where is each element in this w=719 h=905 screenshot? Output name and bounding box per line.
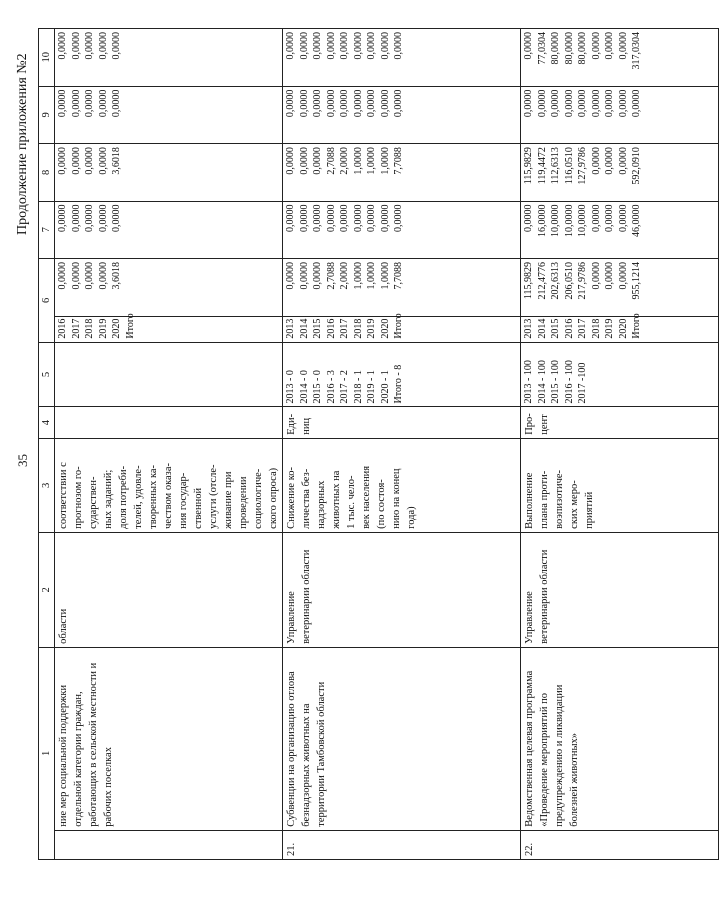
program-table xyxy=(38,28,719,860)
appendix-caption: Продолжение приложения №2 xyxy=(15,53,30,235)
years: 2016 2017 2018 2019 2020 Итого xyxy=(55,316,283,342)
executor: области xyxy=(55,532,283,647)
header-cell: 7 xyxy=(39,201,55,258)
regional-funding: 115,9829 119,4472 112,6313 116,0510 127,9786 0,0000 0,0000 0,0000 592,0910 xyxy=(521,144,719,201)
measure-name: Ведомственная целевая программа «Проведение мероприятий по предупреждению и ликвидации болезней животных» xyxy=(521,647,719,830)
header-cell: 1 xyxy=(39,647,55,859)
header-cell: 2 xyxy=(39,532,55,647)
table-row xyxy=(283,29,521,860)
total-funding: 0,0000 0,0000 0,0000 0,0000 3,6018 xyxy=(55,259,283,316)
header-cell: 3 xyxy=(39,438,55,532)
regional-funding: 0,0000 0,0000 0,0000 2,7088 2,0000 1,0000 1,0000 1,0000 7,7088 xyxy=(283,144,521,201)
measure-name: ние мер социальной поддержки отдельной категории граждан, работающих в сельской местности и рабочих поселках xyxy=(55,647,283,830)
measure-name: Субвенции на организацию отлова безнадзорных животных на территории Тамбовской области xyxy=(283,647,521,830)
row-number xyxy=(55,830,283,859)
other-funding: 0,0000 0,0000 0,0000 0,0000 0,0000 xyxy=(55,29,283,87)
header-cell: 6 xyxy=(39,259,55,343)
local-funding: 0,0000 0,0000 0,0000 0,0000 0,0000 0,0000 0,0000 0,0000 0,0000 xyxy=(283,86,521,143)
header-cell: 10 xyxy=(39,29,55,87)
years: 2013 2014 2015 2016 2017 2018 2019 2020 Итого xyxy=(283,316,521,342)
federal-funding: 0,0000 0,0000 0,0000 0,0000 0,0000 xyxy=(55,201,283,258)
federal-funding: 0,0000 16,0000 10,0000 10,0000 10,0000 0,0000 0,0000 0,0000 46,0000 xyxy=(521,201,719,258)
indicator: Снижение ко- личества без- надзорных животных на 1 тыс. чело- век населения (по состоя- нию на конец года) xyxy=(283,438,521,532)
page-number: 35 xyxy=(15,454,30,467)
target-values: 2013 - 100 2014 - 100 2015 - 100 2016 - 100 2017 -100 xyxy=(521,342,719,407)
regional-funding: 0,0000 0,0000 0,0000 0,0000 3,6018 xyxy=(55,144,283,201)
total-funding: 115,9829 212,4776 202,6313 206,0510 217,9786 0,0000 0,0000 0,0000 955,1214 xyxy=(521,259,719,316)
target-values: 2013 - 0 2014 - 0 2015 - 0 2016 - 3 2017 - 2 2018 - 1 2019 - 1 2020 - 1 Итого - 8 xyxy=(283,342,521,407)
header-cell: 9 xyxy=(39,86,55,143)
row-number: 21. xyxy=(283,830,521,859)
local-funding: 0,0000 0,0000 0,0000 0,0000 0,0000 0,0000 0,0000 0,0000 0,0000 xyxy=(521,86,719,143)
other-funding: 0,0000 77,0304 80,0000 80,0000 80,0000 0,0000 0,0000 0,0000 317,0304 xyxy=(521,29,719,87)
federal-funding: 0,0000 0,0000 0,0000 0,0000 0,0000 0,0000 0,0000 0,0000 0,0000 xyxy=(283,201,521,258)
table-row xyxy=(521,29,719,860)
indicator: Выполнение плана проти- воэпизотиче- ских меро- приятий xyxy=(521,438,719,532)
header-cell: 5 xyxy=(39,342,55,407)
table-row xyxy=(55,29,283,860)
total-funding: 0,0000 0,0000 0,0000 2,7088 2,0000 1,0000 1,0000 1,0000 7,7088 xyxy=(283,259,521,316)
unit: Еди- ниц xyxy=(283,407,521,438)
years: 2013 2014 2015 2016 2017 2018 2019 2020 Итого xyxy=(521,316,719,342)
unit: Про- цент xyxy=(521,407,719,438)
indicator: соответствии с прогнозом го- сударствен- ных заданий; доля потреби- телей, удовле- творенных ка- чеством оказа- ния государ- ственной услуги (отсле- живание при проведении социологиче- ского опроса) xyxy=(55,438,283,532)
target-values xyxy=(55,342,283,407)
row-number: 22. xyxy=(521,830,719,859)
local-funding: 0,0000 0,0000 0,0000 0,0000 0,0000 xyxy=(55,86,283,143)
other-funding: 0,0000 0,0000 0,0000 0,0000 0,0000 0,0000 0,0000 0,0000 0,0000 xyxy=(283,29,521,87)
unit xyxy=(55,407,283,438)
header-row xyxy=(39,29,55,860)
executor: Управление ветеринарии области xyxy=(283,532,521,647)
header-cell: 8 xyxy=(39,144,55,201)
executor: Управление ветеринарии области xyxy=(521,532,719,647)
header-cell: 4 xyxy=(39,407,55,438)
